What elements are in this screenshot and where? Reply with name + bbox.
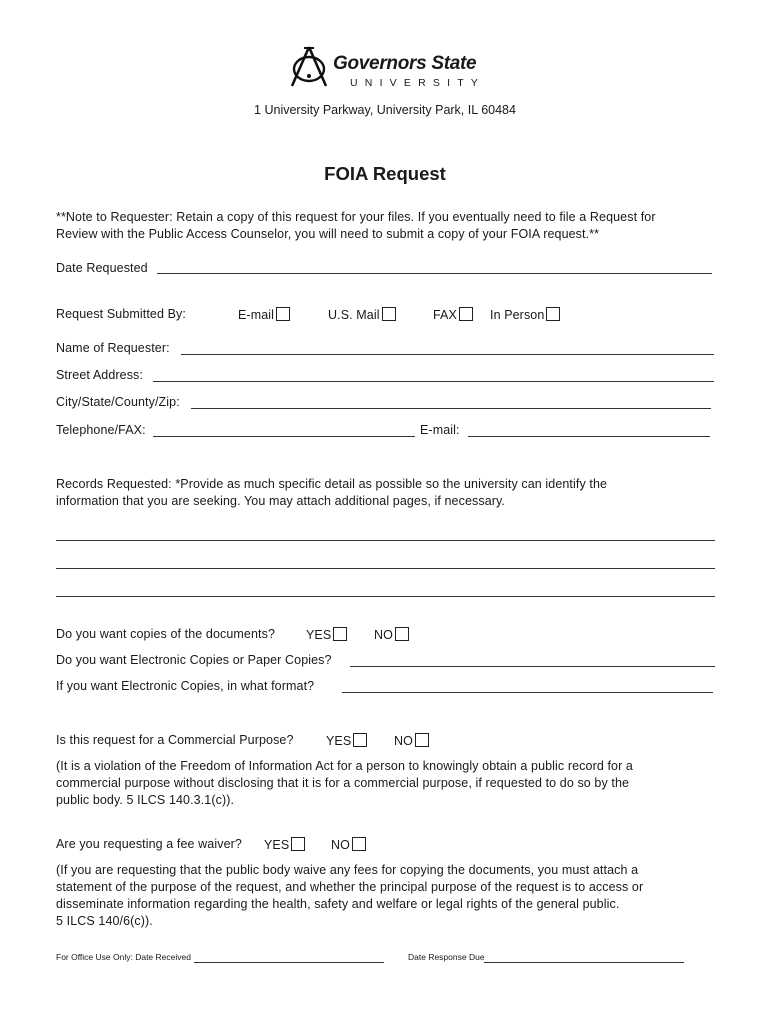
fee-waiver-notice-line: disseminate information regarding the health, safety and welfare or legal rights of the general public. (56, 897, 620, 911)
commercial-purpose-question: Is this request for a Commercial Purpose? (56, 733, 294, 747)
telephone-fax-label: Telephone/FAX: (56, 423, 146, 437)
office-date-response-label: Date Response Due (408, 952, 485, 962)
copies-yes-option (306, 627, 347, 642)
fax-option (433, 307, 473, 322)
fee-waiver-notice (56, 862, 643, 930)
commercial-notice-line: (It is a violation of the Freedom of Information Act for a person to knowingly obtain a public record for a (56, 759, 633, 773)
email-field[interactable] (468, 436, 710, 437)
note-line: Review with the Public Access Counselor, you will need to submit a copy of your FOIA request.** (56, 227, 600, 241)
records-requested-line[interactable] (56, 540, 715, 541)
commercial-purpose-notice (56, 758, 633, 809)
fee-waiver-yes-option (264, 837, 305, 852)
fee-waiver-no-checkbox[interactable] (352, 837, 366, 851)
email-option-label: E-mail (238, 308, 275, 322)
fax-option-label: FAX (433, 308, 457, 322)
usmail-option (328, 307, 396, 322)
office-date-response-field[interactable] (484, 962, 684, 963)
commercial-no-option (394, 733, 429, 748)
electronic-format-question: If you want Electronic Copies, in what format? (56, 679, 315, 693)
usmail-checkbox[interactable] (382, 307, 396, 321)
usmail-option-label: U.S. Mail (328, 308, 380, 322)
fee-waiver-notice-line: (If you are requesting that the public body waive any fees for copying the documents, you must attach a (56, 863, 639, 877)
submitted-by-label: Request Submitted By: (56, 307, 186, 321)
page-title: FOIA Request (324, 163, 446, 184)
email-option (238, 307, 290, 322)
commercial-yes-option (326, 733, 367, 748)
fee-waiver-notice-line: statement of the purpose of the request, and whether the principal purpose of the request is to access or (56, 880, 644, 894)
copies-yes-checkbox[interactable] (333, 627, 347, 641)
fee-waiver-notice-line: 5 ILCS 140/6(c)). (56, 914, 153, 928)
copies-question: Do you want copies of the documents? (56, 627, 276, 641)
inperson-option (490, 307, 560, 322)
street-address-field[interactable] (153, 381, 714, 382)
copies-no-checkbox[interactable] (395, 627, 409, 641)
city-state-zip-label: City/State/County/Zip: (56, 395, 180, 409)
commercial-notice-line: commercial purpose without disclosing that it is for a commercial purpose, if requested to do so by the (56, 776, 630, 790)
records-requested-line[interactable] (56, 568, 715, 569)
fax-checkbox[interactable] (459, 307, 473, 321)
fee-waiver-question: Are you requesting a fee waiver? (56, 837, 242, 851)
fee-waiver-yes-checkbox[interactable] (291, 837, 305, 851)
commercial-yes-label: YES (326, 734, 352, 748)
logo-subtitle: UNIVERSITY (350, 77, 486, 89)
logo-name: Governors State (333, 53, 477, 74)
fee-waiver-yes-label: YES (264, 838, 290, 852)
copies-yes-label: YES (306, 628, 332, 642)
copies-no-option (374, 627, 409, 642)
electronic-or-paper-question: Do you want Electronic Copies or Paper Copies? (56, 653, 332, 667)
telephone-fax-field[interactable] (153, 436, 415, 437)
fee-waiver-no-label: NO (331, 838, 350, 852)
city-state-zip-field[interactable] (191, 408, 711, 409)
university-logo-mark (286, 44, 332, 90)
name-of-requester-label: Name of Requester: (56, 341, 170, 355)
commercial-no-label: NO (394, 734, 413, 748)
records-line: Records Requested: *Provide as much specific detail as possible so the university can identify the (56, 477, 608, 491)
office-date-received-field[interactable] (194, 962, 384, 963)
electronic-or-paper-field[interactable] (350, 666, 715, 667)
date-requested-field[interactable] (157, 273, 712, 274)
copies-no-label: NO (374, 628, 393, 642)
email-checkbox[interactable] (276, 307, 290, 321)
electronic-format-field[interactable] (342, 692, 713, 693)
commercial-notice-line: public body. 5 ILCS 140.3.1(c)). (56, 793, 235, 807)
inperson-option-label: In Person (490, 308, 545, 322)
email-label: E-mail: (420, 423, 460, 437)
commercial-yes-checkbox[interactable] (353, 733, 367, 747)
requester-note (56, 209, 656, 243)
fee-waiver-no-option (331, 837, 366, 852)
records-line: information that you are seeking. You may attach additional pages, if necessary. (56, 494, 506, 508)
name-of-requester-field[interactable] (181, 354, 714, 355)
street-address-label: Street Address: (56, 368, 143, 382)
commercial-no-checkbox[interactable] (415, 733, 429, 747)
records-requested-instructions (56, 476, 607, 510)
records-requested-line[interactable] (56, 596, 715, 597)
university-address: 1 University Parkway, University Park, IL 60484 (254, 103, 516, 117)
office-date-received-label: For Office Use Only: Date Received (56, 952, 191, 962)
inperson-checkbox[interactable] (546, 307, 560, 321)
date-requested-label: Date Requested (56, 261, 148, 275)
note-line: **Note to Requester: Retain a copy of this request for your files. If you eventually need to file a Request for (56, 210, 656, 224)
